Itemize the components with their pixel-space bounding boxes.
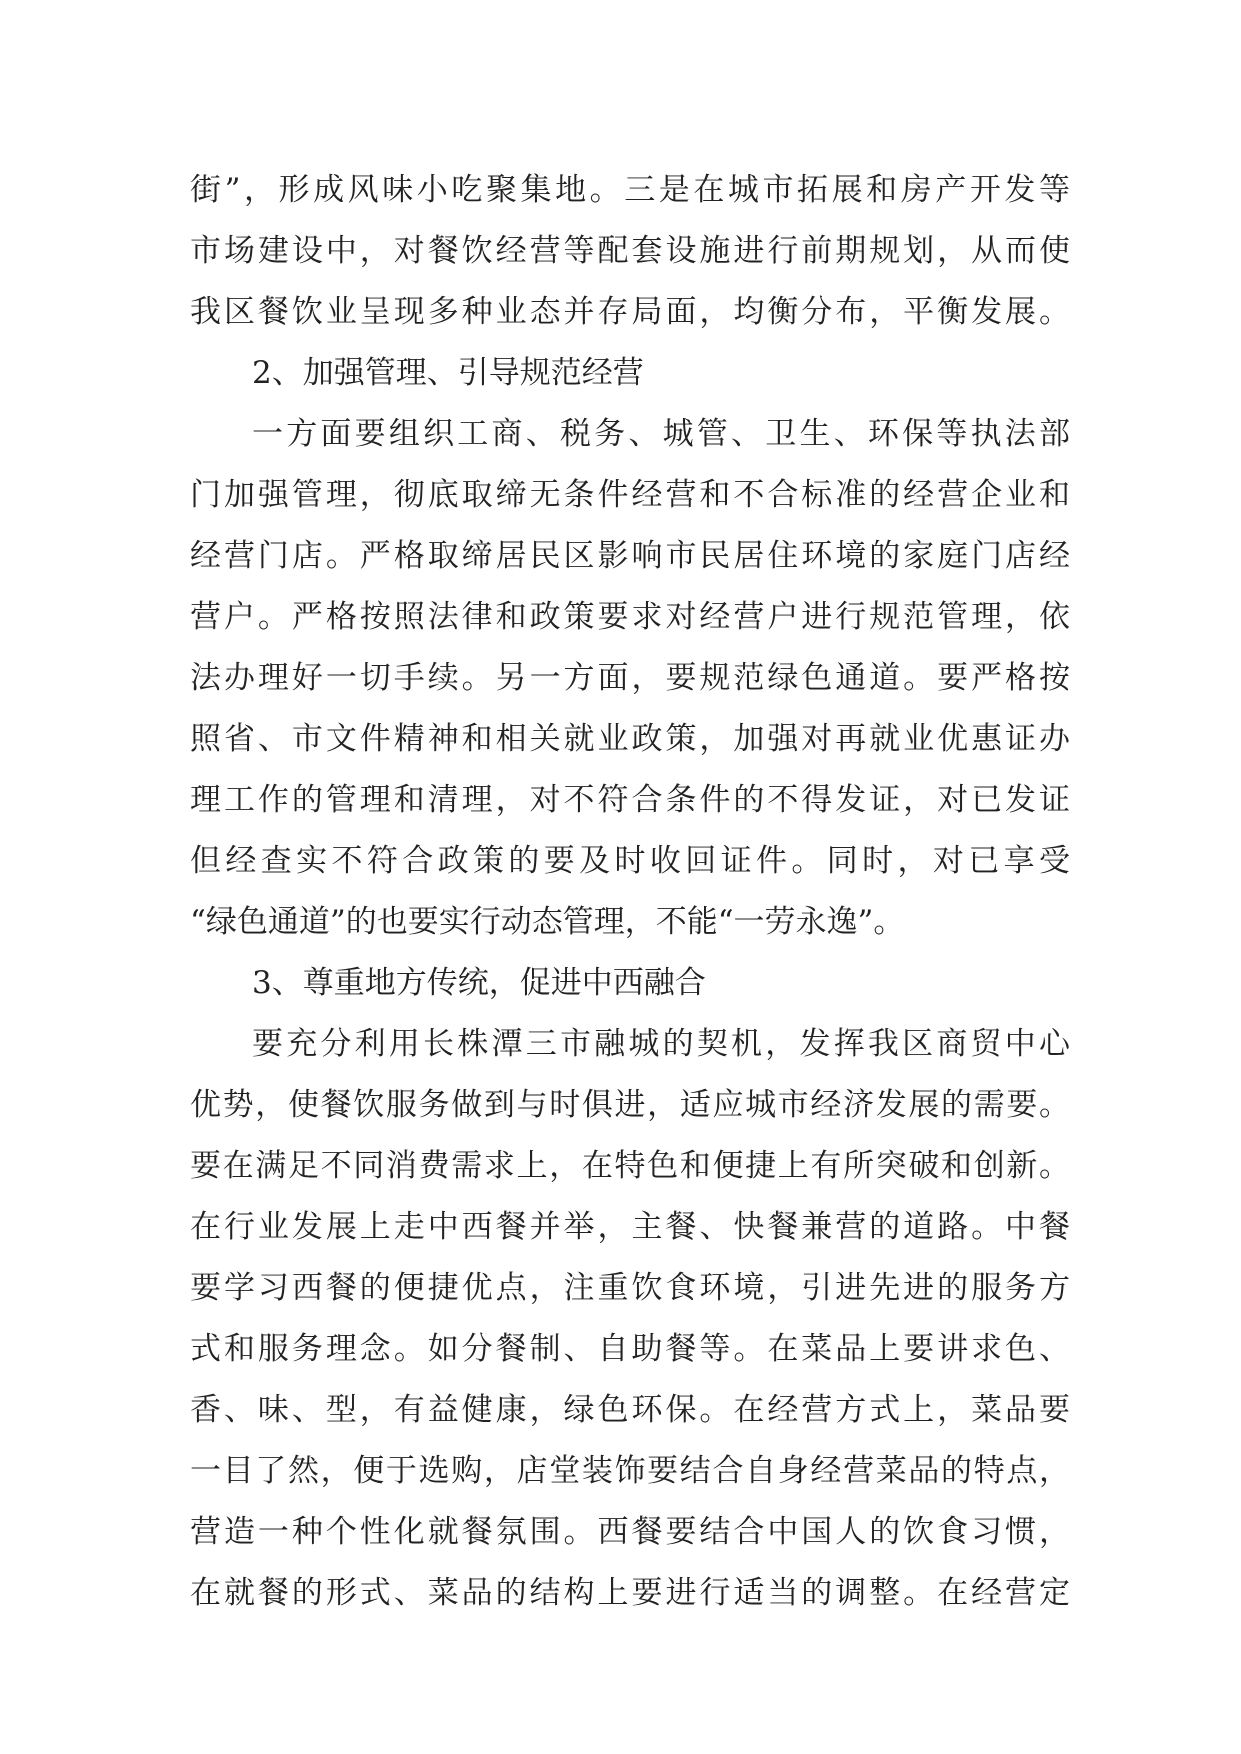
text-line: 2、加强管理、引导规范经营	[252, 355, 644, 391]
text-line: 一方面要组织工商、税务、城管、卫生、环保等执法部	[252, 416, 1070, 452]
text-line: 香、味、型，有益健康，绿色环保。在经营方式上，菜品要	[190, 1392, 1070, 1428]
text-line: 式和服务理念。如分餐制、自助餐等。在菜品上要讲求色、	[190, 1331, 1070, 1367]
text-line: 在行业发展上走中西餐并举，主餐、快餐兼营的道路。中餐	[190, 1209, 1070, 1245]
text-line: 优势，使餐饮服务做到与时俱进，适应城市经济发展的需要。	[190, 1087, 1070, 1123]
text-line: 要充分利用长株潭三市融城的契机，发挥我区商贸中心	[252, 1026, 1070, 1062]
text-line: 市场建设中，对餐饮经营等配套设施进行前期规划，从而使	[190, 233, 1070, 269]
text-line: 一目了然，便于选购，店堂装饰要结合自身经营菜品的特点，	[190, 1453, 1070, 1489]
text-line: 照省、市文件精神和相关就业政策，加强对再就业优惠证办	[190, 721, 1070, 757]
text-line: 理工作的管理和清理，对不符合条件的不得发证，对已发证	[190, 782, 1070, 818]
text-line: 营户。严格按照法律和政策要求对经营户进行规范管理，依	[190, 599, 1070, 635]
text-line: 门加强管理，彻底取缔无条件经营和不合标准的经营企业和	[190, 477, 1070, 513]
text-line: 但经查实不符合政策的要及时收回证件。同时，对已享受	[190, 843, 1070, 879]
text-line: 我区餐饮业呈现多种业态并存局面，均衡分布，平衡发展。	[190, 294, 1070, 330]
text-line: 经营门店。严格取缔居民区影响市民居住环境的家庭门店经	[190, 538, 1070, 574]
text-line: 在就餐的形式、菜品的结构上要进行适当的调整。在经营定	[190, 1575, 1070, 1611]
text-line: 3、尊重地方传统，促进中西融合	[252, 965, 706, 1001]
text-line: 街”，形成风味小吃聚集地。三是在城市拓展和房产开发等	[190, 172, 1070, 208]
text-line: 要在满足不同消费需求上，在特色和便捷上有所突破和创新。	[190, 1148, 1070, 1184]
text-line: 法办理好一切手续。另一方面，要规范绿色通道。要严格按	[190, 660, 1070, 696]
text-line: “绿色通道”的也要实行动态管理，不能“一劳永逸”。	[190, 904, 905, 940]
text-line: 要学习西餐的便捷优点，注重饮食环境，引进先进的服务方	[190, 1270, 1070, 1306]
text-line: 营造一种个性化就餐氛围。西餐要结合中国人的饮食习惯，	[190, 1514, 1070, 1550]
body-text	[190, 160, 1070, 1624]
